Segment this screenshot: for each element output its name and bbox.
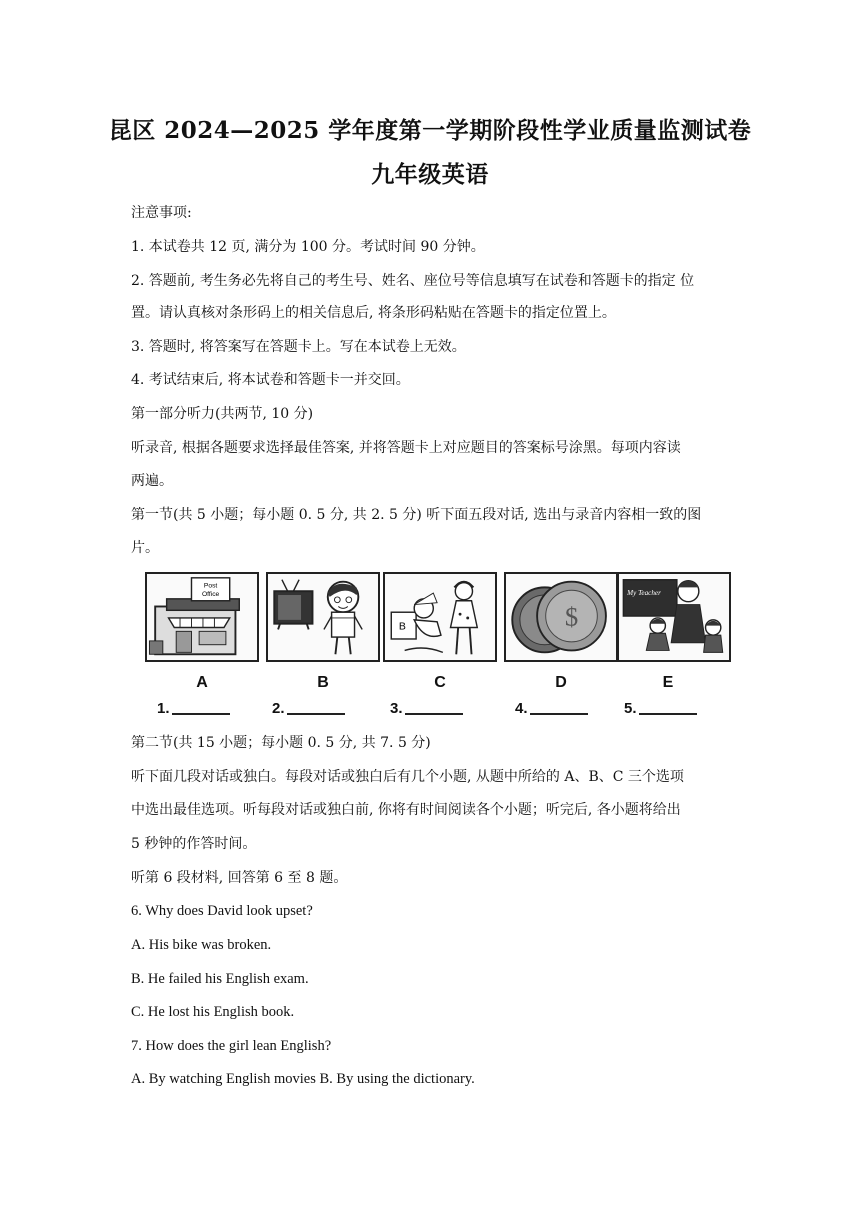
sign-text: Post	[203, 582, 218, 590]
picture-letter: E	[662, 674, 674, 691]
part1-instruction: 两遍。	[131, 473, 173, 489]
answer-blank-1[interactable]: 1.	[157, 700, 271, 717]
answer-blank-4[interactable]: 4.	[515, 700, 629, 717]
question-7-options: A. By watching English movies B. By using the dictionary.	[131, 1071, 475, 1087]
section2-instruction: 5 秒钟的作答时间。	[131, 836, 257, 852]
teacher-students-icon	[617, 572, 731, 662]
section1-heading: 第一节(共 5 小题；每小题 0. 5 分, 共 2. 5 分) 听下面五段对话, 选出与录音内容相一致的图	[131, 507, 702, 523]
section2-heading: 第二节(共 15 小题；每小题 0. 5 分, 共 7. 5 分)	[131, 735, 431, 751]
svg-text:$: $	[564, 601, 579, 632]
coins-icon	[504, 572, 618, 662]
kids-reading-icon	[383, 572, 497, 662]
section1-heading-cont: 片。	[131, 540, 159, 556]
boy-tv-icon	[266, 572, 380, 662]
notice-item: 置。请认真核对条形码上的相关信息后, 将条形码粘贴在答题卡的指定位置上。	[131, 305, 616, 321]
section2-instruction: 听下面几段对话或独白。每段对话或独白后有几个小题, 从题中所给的 A、B、C 三个选项	[131, 769, 684, 785]
picture-letter: D	[555, 674, 567, 691]
exam-subtitle: 九年级英语	[371, 161, 489, 188]
sign-text: Office	[201, 590, 220, 598]
picture-letter: C	[434, 674, 446, 691]
book-label: B	[398, 620, 406, 633]
answer-blank-2[interactable]: 2.	[272, 700, 386, 717]
material-intro: 听第 6 段材料, 回答第 6 至 8 题。	[131, 870, 348, 886]
answer-blank-3[interactable]: 3.	[390, 700, 504, 717]
board-text: My Teacher	[627, 589, 661, 598]
notice-item: 2. 答题前, 考生务必先将自己的考生号、姓名、座位号等信息填写在试卷和答题卡的指定 位	[131, 273, 695, 289]
notice-item: 4. 考试结束后, 将本试卷和答题卡一并交回。	[131, 372, 410, 388]
picture-options	[145, 572, 735, 722]
part1-heading: 第一部分听力(共两节, 10 分)	[131, 406, 314, 422]
question-6-stem: 6. Why does David look upset?	[131, 903, 313, 919]
exam-title: 昆区 2024—2025 学年度第一学期阶段性学业质量监测试卷	[108, 117, 752, 144]
notice-item: 1. 本试卷共 12 页, 满分为 100 分。考试时间 90 分钟。	[131, 239, 485, 255]
question-6-option-c: C. He lost his English book.	[131, 1004, 295, 1020]
question-7-stem: 7. How does the girl lean English?	[131, 1038, 332, 1054]
post-office-icon	[145, 572, 259, 662]
notice-item: 3. 答题时, 将答案写在答题卡上。写在本试卷上无效。	[131, 339, 466, 355]
answer-blank-5[interactable]: 5.	[624, 700, 738, 717]
section2-instruction: 中选出最佳选项。听每段对话或独白前, 你将有时间阅读各个小题；听完后, 各小题将给出	[131, 802, 681, 818]
question-6-option-b: B. He failed his English exam.	[131, 971, 309, 987]
notice-heading: 注意事项:	[131, 205, 192, 221]
part1-instruction: 听录音, 根据各题要求选择最佳答案, 并将答题卡上对应题目的答案标号涂黑。每项内容读	[131, 440, 681, 456]
picture-letter: A	[196, 674, 208, 691]
question-6-option-a: A. His bike was broken.	[131, 937, 272, 953]
picture-letter: B	[317, 674, 329, 691]
